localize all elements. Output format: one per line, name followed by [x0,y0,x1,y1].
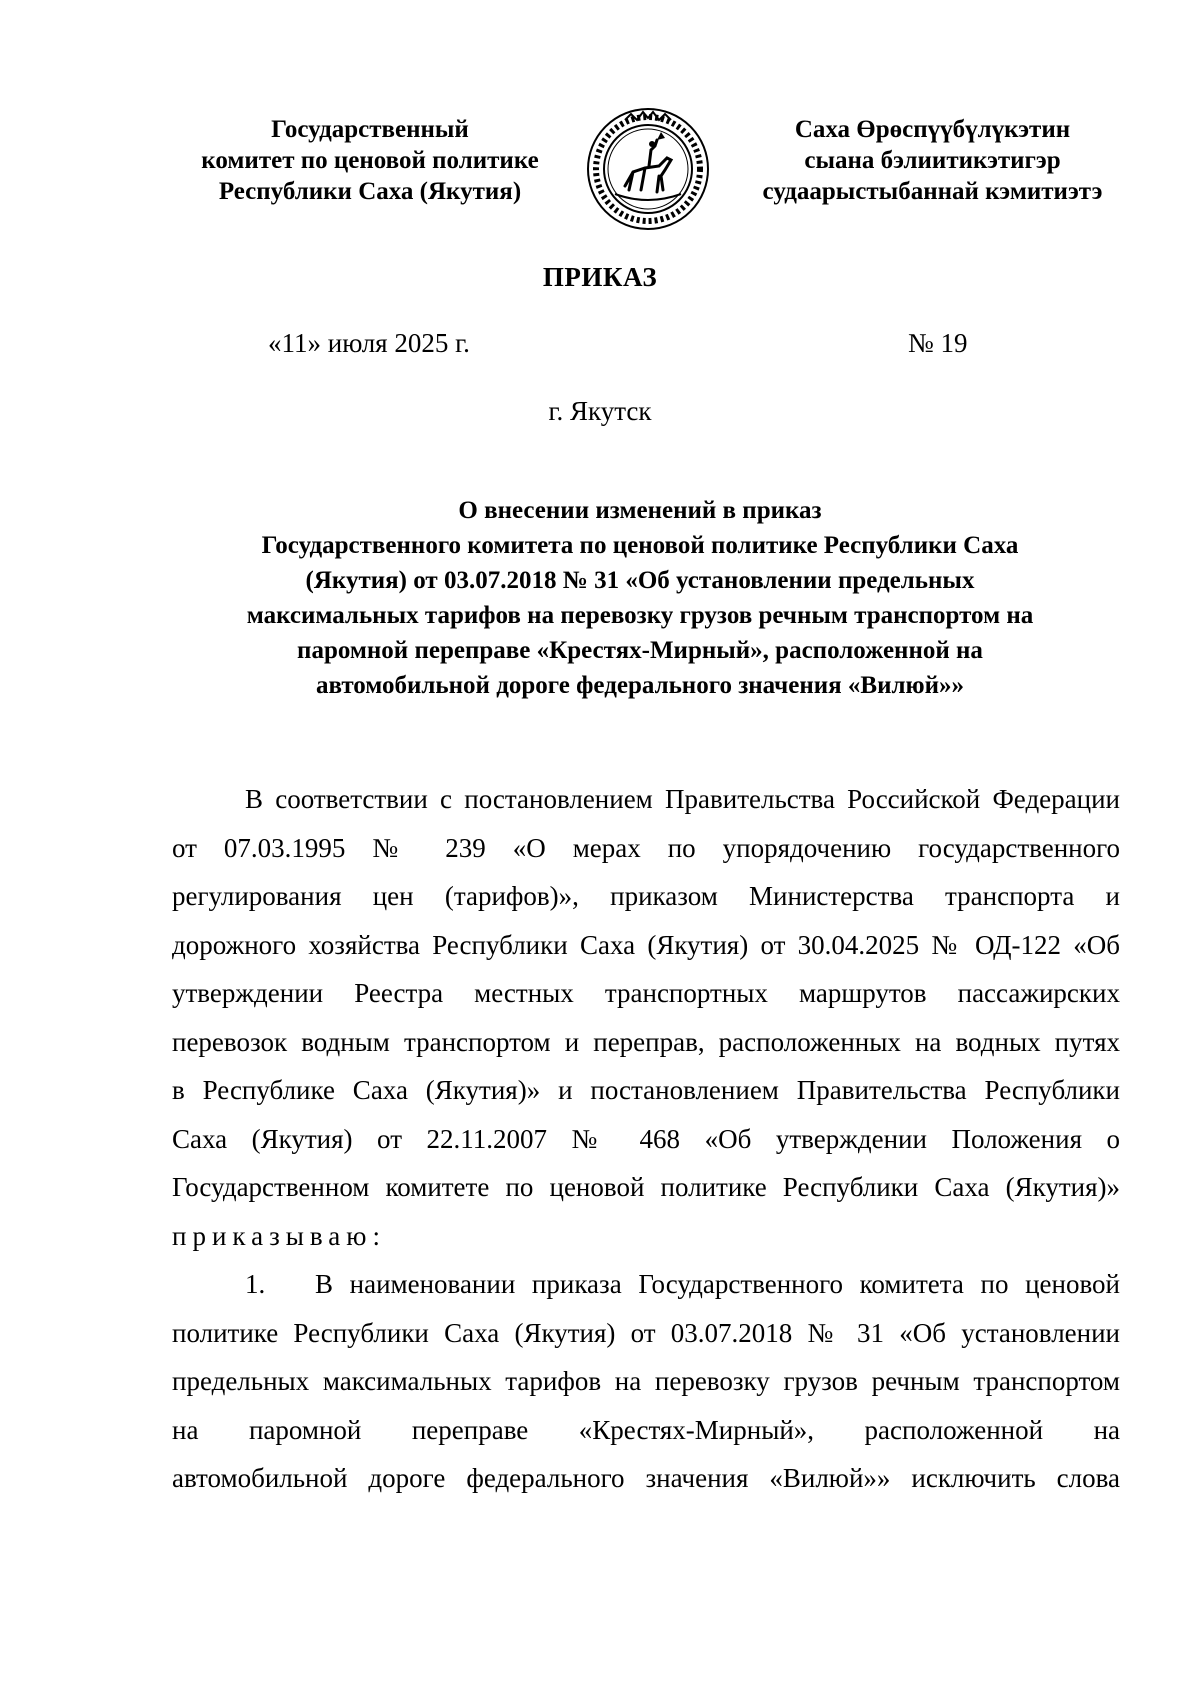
subject-line: автомобильной дороге федерального значения «Вилюй»» [315,672,965,699]
item-1-line-text: В наименовании приказа Государственного комитета по ценовой [315,1269,1120,1299]
item-1-number: 1. [245,1269,266,1299]
order-subject [160,493,1120,703]
document-type-title: ПРИКАЗ [542,262,658,292]
order-word: приказываю: [172,1220,386,1251]
issuer-ru-line: Республики Саха (Якутия) [218,178,522,205]
order-city: г. Якутск [548,396,652,426]
subject-line: О внесении изменений в приказ [458,497,822,524]
preamble-line: дорожного хозяйства Республики Саха (Якутия) от 30.04.2025 № ОД-122 «Об [172,929,1120,960]
emblem-graphic [585,106,711,232]
order-number: № 19 [908,328,968,358]
subject-line: Государственного комитета по ценовой политике Республики Саха [261,532,1019,559]
item-1-line: на паромной переправе «Крестях-Мирный», расположенной на [172,1414,1120,1445]
issuer-name-yakut [735,114,1130,207]
item-1-line: политике Республики Саха (Якутия) от 03.07.2018 № 31 «Об установлении [172,1317,1120,1348]
preamble-line: В соответствии с постановлением Правительства Российской Федерации [245,784,1120,814]
subject-line: (Якутия) от 03.07.2018 № 31 «Об установлении предельных [305,567,975,594]
preamble-line: утверждении Реестра местных транспортных маршрутов пассажирских [172,978,1120,1008]
subject-line: максимальных тарифов на перевозку грузов речным транспортом на [246,602,1034,629]
preamble-line: перевозок водным транспортом и переправ, расположенных на водных путях [172,1026,1120,1057]
item-1-line: автомобильной дороге федерального значения «Вилюй»» исключить слова [172,1463,1120,1493]
issuer-ru-line: комитет по ценовой политике [201,147,539,174]
issuer-ru-line: Государственный [271,116,469,143]
sakha-republic-emblem-icon [585,106,711,232]
item-1-first-line [172,1260,1120,1309]
preamble-line: Государственном комитете по ценовой политике Республики Саха (Якутия)» [172,1172,1120,1202]
issuer-sah-line: Саха Өрөспүүбүлүкэтин [794,116,1071,143]
issuer-sah-line: сыана бэлиитикэтигэр [804,147,1061,174]
order-body [172,775,1120,1503]
order-date: «11» июля 2025 г. [268,328,470,358]
item-1-line: предельных максимальных тарифов на перевозку грузов речным транспортом [172,1366,1120,1396]
preamble-line: Саха (Якутия) от 22.11.2007 № 468 «Об утверждении Положения о [172,1123,1120,1154]
issuer-sah-line: судаарыстыбаннай кэмитиэтэ [762,178,1103,205]
subject-line: паромной переправе «Крестях-Мирный», расположенной на [297,637,983,664]
preamble-line: от 07.03.1995 № 239 «О мерах по упорядочению государственного [172,832,1120,863]
preamble-line: в Республике Саха (Якутия)» и постановлением Правительства Республики [172,1075,1120,1105]
issuer-name-russian [165,114,575,207]
preamble-line: регулирования цен (тарифов)», приказом Министерства транспорта и [172,881,1120,911]
